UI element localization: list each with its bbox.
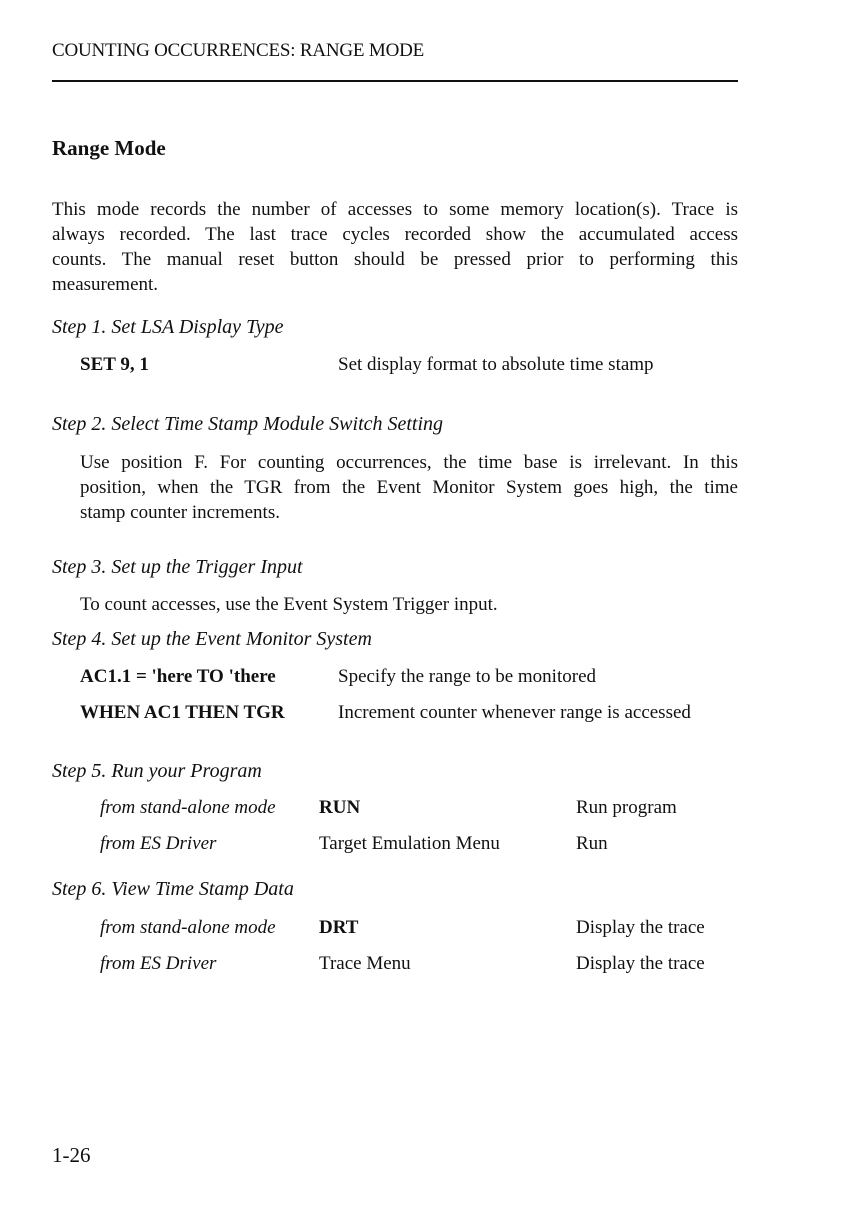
step6-command: DRT: [319, 917, 359, 938]
step1-description: Set display format to absolute time stamp: [338, 354, 654, 375]
step6-action: Display the trace: [576, 917, 705, 938]
intro-line: measurement.: [52, 274, 159, 295]
intro-paragraph: [52, 197, 738, 297]
step5-command: RUN: [319, 797, 361, 818]
step3-title: Step 3. Set up the Trigger Input: [52, 556, 303, 578]
step4-command: AC1.1 = 'here TO 'there: [80, 666, 276, 687]
section-title: Range Mode: [52, 136, 166, 160]
step2-paragraph: [80, 450, 738, 525]
step4-description: Specify the range to be monitored: [338, 666, 597, 687]
step6-title: Step 6. View Time Stamp Data: [52, 878, 294, 900]
intro-line: counts. The manual reset button should be pressed prior to performing this: [52, 249, 738, 270]
step1-command: SET 9, 1: [80, 354, 149, 375]
step2-title: Step 2. Select Time Stamp Module Switch Setting: [52, 413, 444, 435]
step6-command: Trace Menu: [319, 953, 411, 974]
step3-text: To count accesses, use the Event System Trigger input.: [80, 594, 498, 615]
step4-description: Increment counter whenever range is accessed: [338, 702, 691, 723]
step4-command: WHEN AC1 THEN TGR: [80, 702, 285, 723]
step6-action: Display the trace: [576, 953, 705, 974]
step5-title: Step 5. Run your Program: [52, 760, 262, 782]
step1-title: Step 1. Set LSA Display Type: [52, 316, 284, 338]
header-rule: [52, 80, 738, 82]
step2-line: Use position F. For counting occurrences, the time base is irrelevant. In this: [80, 452, 738, 473]
step5-command: Target Emulation Menu: [319, 833, 500, 854]
intro-line: This mode records the number of accesses to some memory location(s). Trace is: [52, 199, 738, 220]
step5-source: from stand-alone mode: [100, 797, 276, 818]
step5-action: Run: [576, 833, 608, 854]
step4-title: Step 4. Set up the Event Monitor System: [52, 628, 372, 650]
step5-action: Run program: [576, 797, 677, 818]
intro-line: always recorded. The last trace cycles recorded show the accumulated access: [52, 224, 738, 245]
running-header: COUNTING OCCURRENCES: RANGE MODE: [52, 40, 425, 61]
step2-line: position, when the TGR from the Event Monitor System goes high, the time: [80, 477, 738, 498]
step5-source: from ES Driver: [100, 833, 217, 854]
step6-source: from stand-alone mode: [100, 917, 276, 938]
page-number: 1-26: [52, 1143, 91, 1167]
step2-line: stamp counter increments.: [80, 502, 280, 523]
step6-source: from ES Driver: [100, 953, 217, 974]
